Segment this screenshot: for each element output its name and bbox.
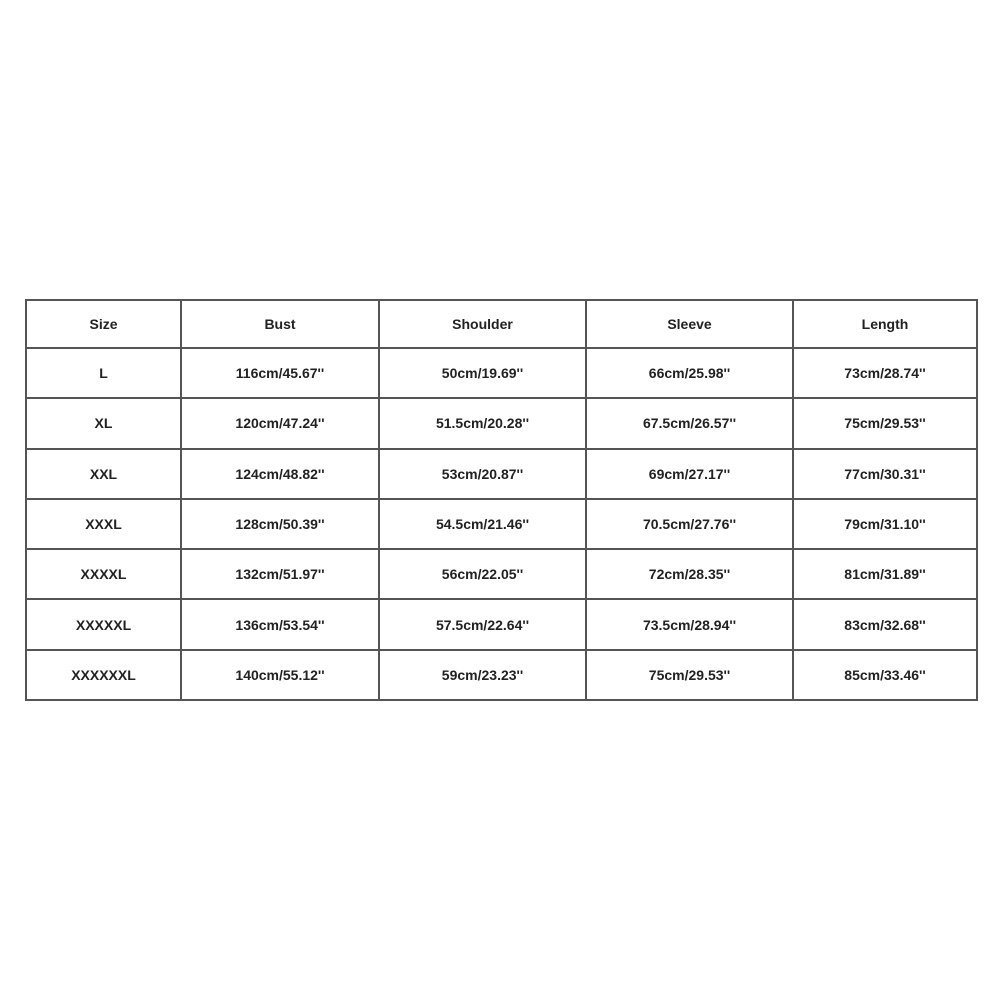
header-shoulder: Shoulder xyxy=(379,300,586,348)
cell-size: XXXXXL xyxy=(26,599,181,649)
cell-bust: 116cm/45.67'' xyxy=(181,348,379,398)
header-length: Length xyxy=(793,300,977,348)
cell-shoulder: 50cm/19.69'' xyxy=(379,348,586,398)
cell-bust: 140cm/55.12'' xyxy=(181,650,379,700)
cell-shoulder: 57.5cm/22.64'' xyxy=(379,599,586,649)
table-row xyxy=(26,499,977,549)
cell-sleeve: 73.5cm/28.94'' xyxy=(586,599,793,649)
table-row xyxy=(26,650,977,700)
table-row xyxy=(26,599,977,649)
cell-sleeve: 70.5cm/27.76'' xyxy=(586,499,793,549)
cell-bust: 124cm/48.82'' xyxy=(181,449,379,499)
cell-size: XXXXXXL xyxy=(26,650,181,700)
header-bust: Bust xyxy=(181,300,379,348)
table-row xyxy=(26,449,977,499)
cell-bust: 128cm/50.39'' xyxy=(181,499,379,549)
cell-length: 79cm/31.10'' xyxy=(793,499,977,549)
table-row xyxy=(26,348,977,398)
cell-length: 85cm/33.46'' xyxy=(793,650,977,700)
cell-shoulder: 59cm/23.23'' xyxy=(379,650,586,700)
cell-shoulder: 51.5cm/20.28'' xyxy=(379,398,586,448)
cell-length: 77cm/30.31'' xyxy=(793,449,977,499)
cell-sleeve: 72cm/28.35'' xyxy=(586,549,793,599)
cell-size: L xyxy=(26,348,181,398)
cell-length: 81cm/31.89'' xyxy=(793,549,977,599)
cell-sleeve: 67.5cm/26.57'' xyxy=(586,398,793,448)
cell-bust: 120cm/47.24'' xyxy=(181,398,379,448)
cell-length: 73cm/28.74'' xyxy=(793,348,977,398)
cell-shoulder: 54.5cm/21.46'' xyxy=(379,499,586,549)
cell-size: XXXL xyxy=(26,499,181,549)
cell-shoulder: 53cm/20.87'' xyxy=(379,449,586,499)
table-header-row xyxy=(26,300,977,348)
cell-shoulder: 56cm/22.05'' xyxy=(379,549,586,599)
cell-size: XXL xyxy=(26,449,181,499)
cell-length: 83cm/32.68'' xyxy=(793,599,977,649)
cell-sleeve: 66cm/25.98'' xyxy=(586,348,793,398)
cell-size: XXXXL xyxy=(26,549,181,599)
header-size: Size xyxy=(26,300,181,348)
cell-sleeve: 69cm/27.17'' xyxy=(586,449,793,499)
cell-sleeve: 75cm/29.53'' xyxy=(586,650,793,700)
cell-bust: 132cm/51.97'' xyxy=(181,549,379,599)
size-chart-table xyxy=(25,299,978,701)
cell-bust: 136cm/53.54'' xyxy=(181,599,379,649)
cell-length: 75cm/29.53'' xyxy=(793,398,977,448)
cell-size: XL xyxy=(26,398,181,448)
table-row xyxy=(26,398,977,448)
header-sleeve: Sleeve xyxy=(586,300,793,348)
table-row xyxy=(26,549,977,599)
